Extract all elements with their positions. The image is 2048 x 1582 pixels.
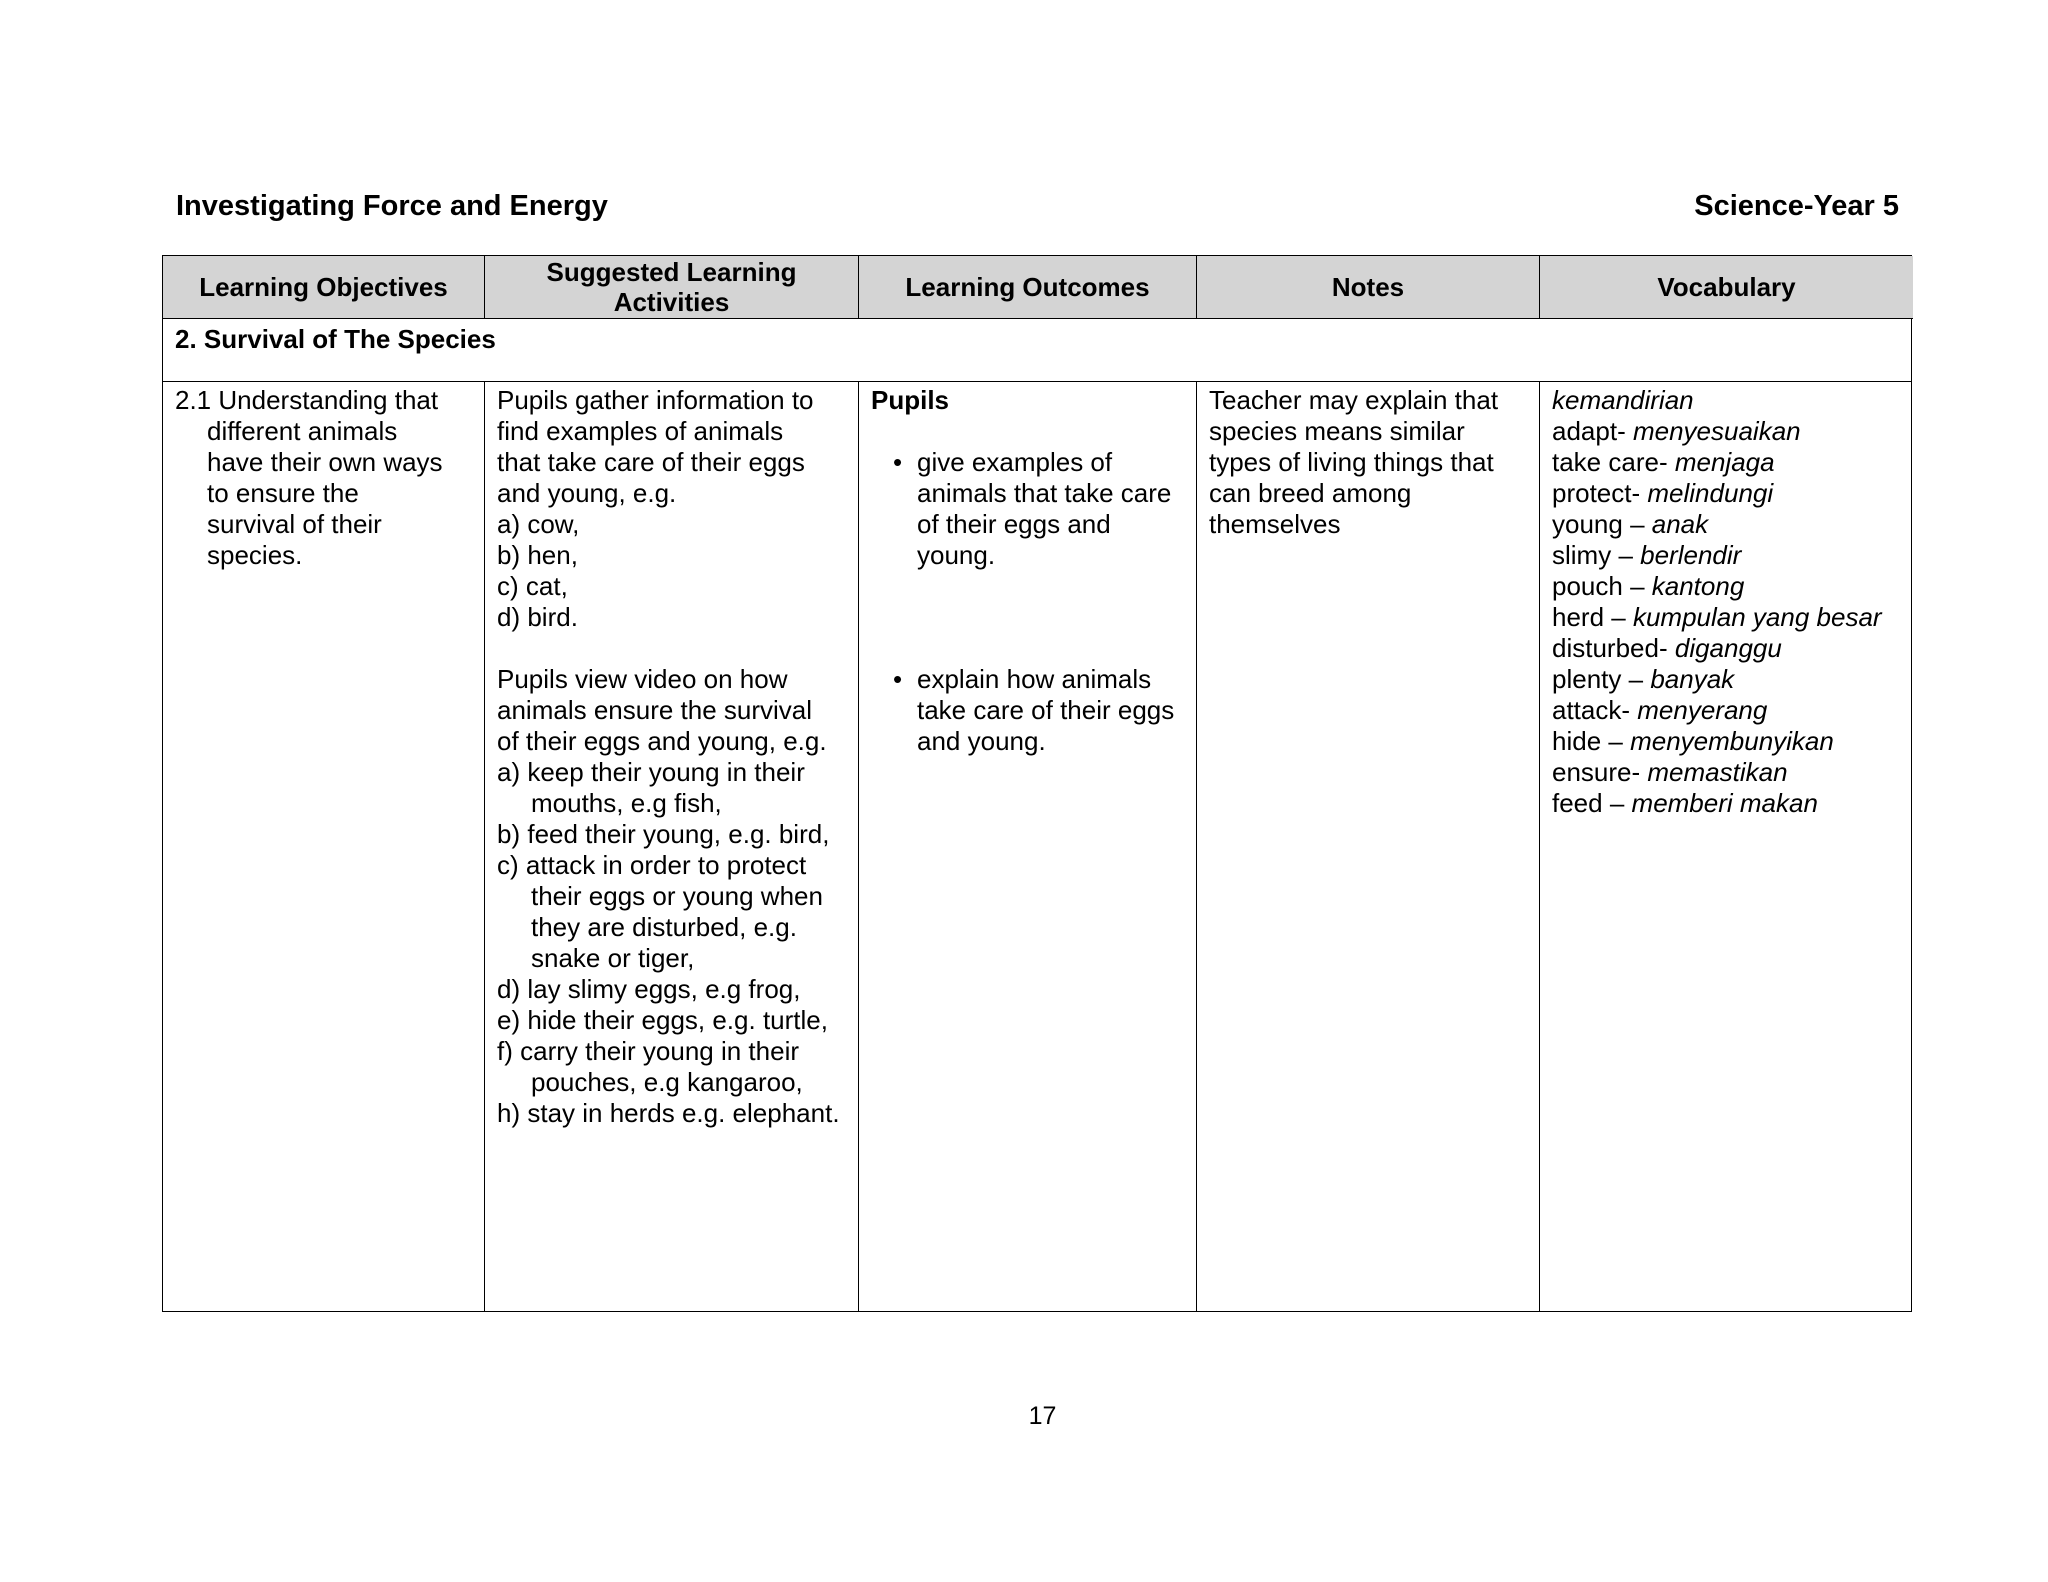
outcomes-label: Pupils [871, 385, 950, 415]
vocab-item: feed – memberi makan [1552, 788, 1818, 818]
outcomes-list [893, 447, 1184, 757]
list-item: b) feed their young, e.g. bird, [497, 819, 830, 849]
document-title: Investigating Force and Energy [176, 190, 608, 222]
vocab-item: herd – kumpulan yang besar [1552, 602, 1882, 632]
vocab-item: kemandirian [1552, 385, 1694, 415]
notes-text: Teacher may explain that species means similar types of living things that can breed among themselves [1209, 385, 1499, 539]
list-item: e) hide their eggs, e.g. turtle, [497, 1005, 828, 1035]
list-item: b) hen, [497, 540, 578, 570]
column-header-vocabulary: Vocabulary [1540, 256, 1913, 319]
activity-intro-1: Pupils gather information to find examples of animals that take care of their eggs and young, e.g. [497, 385, 814, 508]
vocab-item: protect- melindungi [1552, 478, 1774, 508]
list-item: f) carry their young in their pouches, e.g kangaroo, [497, 1036, 803, 1097]
vocabulary-cell [1540, 382, 1913, 1311]
column-header-notes: Notes [1197, 256, 1540, 319]
list-item: d) bird. [497, 602, 578, 632]
list-item: h) stay in herds e.g. elephant. [497, 1098, 840, 1128]
syllabus-table [162, 255, 1912, 1312]
vocab-item: young – anak [1552, 509, 1709, 539]
vocab-item: hide – menyembunyikan [1552, 726, 1834, 756]
document-subject: Science-Year 5 [1694, 190, 1899, 222]
activity-list-1 [497, 509, 846, 633]
vocab-item: take care- menjaga [1552, 447, 1775, 477]
list-item: • explain how animals take care of their eggs and young. [893, 664, 1184, 757]
list-item: a) cow, [497, 509, 580, 539]
vocab-item: plenty – banyak [1552, 664, 1735, 694]
column-header-outcomes: Learning Outcomes [859, 256, 1197, 319]
list-item: c) cat, [497, 571, 568, 601]
objective-text: different animals have their own ways to ensure the survival of their species. [207, 416, 443, 570]
page-number: 17 [1028, 1402, 1057, 1430]
section-heading: 2. Survival of The Species [163, 319, 1911, 382]
list-item: a) keep their young in their mouths, e.g fish, [497, 757, 805, 818]
vocab-item: ensure- memastikan [1552, 757, 1788, 787]
vocab-item: attack- menyerang [1552, 695, 1768, 725]
vocab-item: adapt- menyesuaikan [1552, 416, 1801, 446]
column-header-objectives: Learning Objectives [163, 256, 485, 319]
vocab-item: pouch – kantong [1552, 571, 1745, 601]
list-item: c) attack in order to protect their eggs or young when they are disturbed, e.g. snake or tiger, [497, 850, 823, 973]
activity-intro-2: Pupils view video on how animals ensure the survival of their eggs and young, e.g. [497, 664, 827, 756]
activities-cell [485, 382, 859, 1311]
list-item: d) lay slimy eggs, e.g frog, [497, 974, 801, 1004]
list-item: • give examples of animals that take care of their eggs and young. [893, 447, 1184, 571]
vocab-item: slimy – berlendir [1552, 540, 1742, 570]
column-header-activities: Suggested Learning Activities [485, 256, 859, 319]
objective-first-line: 2.1 Understanding that [175, 385, 439, 415]
outcomes-cell [859, 382, 1197, 1311]
vocab-item: disturbed- diganggu [1552, 633, 1782, 663]
objectives-cell [163, 382, 485, 1311]
activity-list-2 [497, 757, 846, 1129]
notes-cell [1197, 382, 1540, 1311]
